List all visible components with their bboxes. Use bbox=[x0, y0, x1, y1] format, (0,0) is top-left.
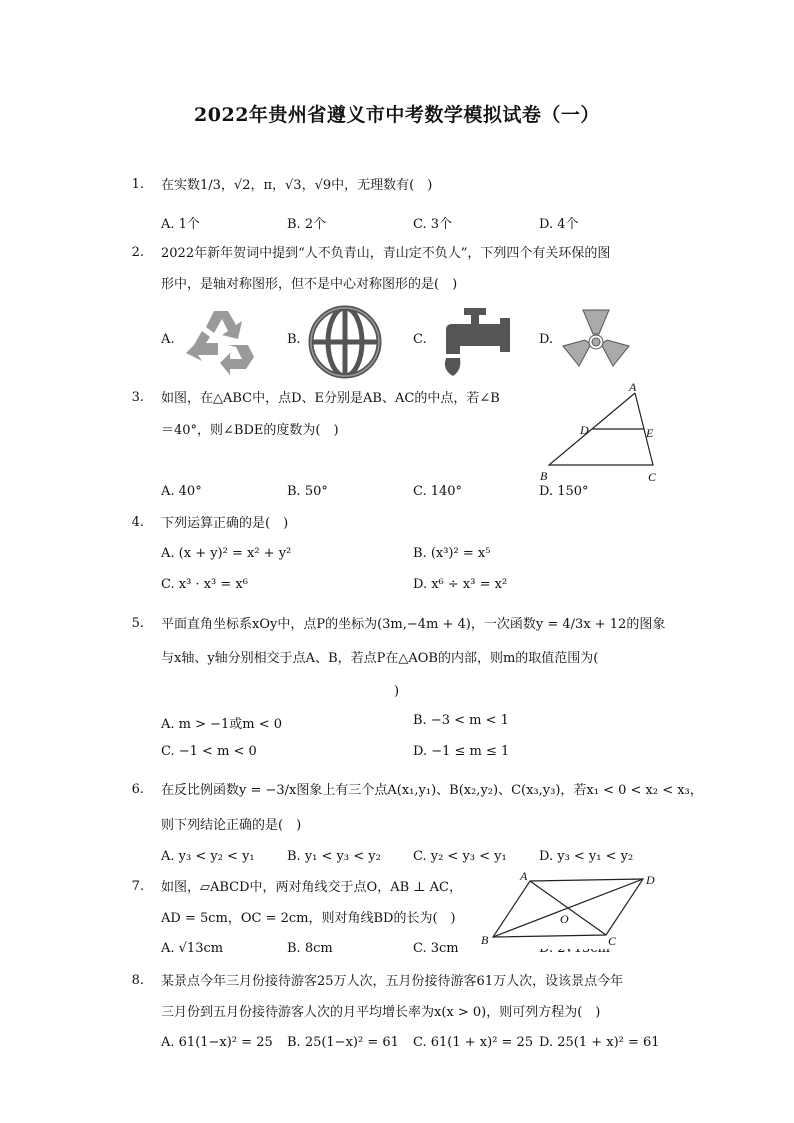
option-a[interactable]: A. y₃ < y₂ < y₁ bbox=[161, 849, 255, 864]
option-a[interactable]: A. (x + y)² = x² + y² bbox=[161, 546, 292, 561]
question-number: 6. bbox=[131, 782, 144, 797]
option-b[interactable]: B. 50° bbox=[287, 484, 328, 499]
option-d[interactable]: D. −1 ≤ m ≤ 1 bbox=[413, 744, 510, 759]
option-c[interactable]: C. 3cm bbox=[413, 941, 459, 956]
option-c[interactable]: C. −1 < m < 0 bbox=[161, 744, 257, 759]
question-stem: AD = 5cm，OC = 2cm，则对角线BD的长为( ) bbox=[161, 911, 456, 926]
question-stem: 平面直角坐标系xOy中，点P的坐标为(3m,−4m + 4)，一次函数y = 4/3x + 12的图象 bbox=[161, 617, 666, 632]
question-stem: 与x轴、y轴分别相交于点A、B，若点P在△AOB的内部，则m的取值范围为( bbox=[161, 651, 599, 666]
option-d[interactable]: D. 150° bbox=[539, 484, 589, 499]
question-stem: ＝40°，则∠BDE的度数为( ) bbox=[161, 423, 339, 438]
parallelogram-figure bbox=[476, 867, 666, 949]
option-b[interactable]: B. 8cm bbox=[287, 941, 333, 956]
page-title: 2022年贵州省遵义市中考数学模拟试卷（一） bbox=[194, 104, 600, 126]
option-a[interactable]: A. bbox=[161, 332, 175, 347]
label-a: A bbox=[520, 869, 528, 883]
option-b[interactable]: B. 2个 bbox=[287, 217, 327, 232]
question-number: 3. bbox=[131, 390, 144, 405]
triangle-figure bbox=[532, 383, 667, 485]
globe-icon bbox=[307, 304, 383, 380]
option-a[interactable]: A. 61(1−x)² = 25 bbox=[161, 1035, 273, 1050]
question-stem: 下列运算正确的是( ) bbox=[161, 516, 289, 531]
faucet-icon bbox=[436, 306, 512, 378]
radiation-icon bbox=[561, 306, 631, 372]
label-b: B bbox=[481, 933, 489, 947]
label-a: A bbox=[629, 383, 637, 394]
option-a[interactable]: A. √13cm bbox=[161, 941, 224, 956]
option-a[interactable]: A. m > −1或m < 0 bbox=[161, 717, 283, 732]
question-number: 2. bbox=[131, 245, 144, 260]
option-d[interactable]: D. 25(1 + x)² = 61 bbox=[539, 1035, 660, 1050]
recycle-icon bbox=[184, 305, 258, 377]
label-o: O bbox=[560, 912, 569, 926]
question-stem: 则下列结论正确的是( ) bbox=[161, 818, 302, 833]
option-c[interactable]: C. 3个 bbox=[413, 217, 453, 232]
question-number: 4. bbox=[131, 515, 144, 530]
question-number: 1. bbox=[131, 177, 144, 192]
option-b[interactable]: B. 25(1−x)² = 61 bbox=[287, 1035, 399, 1050]
question-stem: 如图，▱ABCD中，两对角线交于点O，AB ⊥ AC， bbox=[161, 880, 462, 895]
option-c[interactable]: C. bbox=[413, 332, 427, 347]
question-number: 5. bbox=[131, 616, 144, 631]
question-stem: 某景点今年三月份接待游客25万人次，五月份接待游客61万人次，设该景点今年 bbox=[161, 974, 624, 989]
option-d[interactable]: D. bbox=[539, 332, 554, 347]
label-d: D bbox=[646, 873, 655, 887]
question-stem: 在实数1/3，√2，π，√3，√9中，无理数有( ) bbox=[161, 178, 433, 193]
option-d[interactable]: D. 4个 bbox=[539, 217, 579, 232]
label-c: C bbox=[608, 934, 617, 948]
option-b[interactable]: B. bbox=[287, 332, 301, 347]
question-stem: ) bbox=[394, 684, 400, 699]
option-b[interactable]: B. −3 < m < 1 bbox=[413, 713, 509, 728]
label-d: D bbox=[580, 423, 589, 437]
label-e: E bbox=[646, 426, 654, 440]
option-a[interactable]: A. 1个 bbox=[161, 217, 200, 232]
question-stem: 如图，在△ABC中，点D、E分别是AB、AC的中点，若∠B bbox=[161, 391, 500, 406]
question-stem: 在反比例函数y = −3/x图象上有三个点A(x₁,y₁)、B(x₂,y₂)、C(x₃,y₃)，若x₁ < 0 < x₂ < x₃， bbox=[161, 783, 703, 798]
option-c[interactable]: C. 61(1 + x)² = 25 bbox=[413, 1035, 534, 1050]
question-stem: 三月份到五月份接待游客人次的月平均增长率为x(x > 0)，则可列方程为( ) bbox=[161, 1005, 601, 1020]
option-d[interactable]: D. y₃ < y₁ < y₂ bbox=[539, 849, 634, 864]
option-a[interactable]: A. 40° bbox=[161, 484, 202, 499]
question-stem: 2022年新年贺词中提到“人不负青山，青山定不负人”，下列四个有关环保的图 bbox=[161, 246, 611, 261]
question-number: 8. bbox=[131, 973, 144, 988]
option-c[interactable]: C. y₂ < y₃ < y₁ bbox=[413, 849, 507, 864]
option-b[interactable]: B. y₁ < y₃ < y₂ bbox=[287, 849, 381, 864]
option-b[interactable]: B. (x³)² = x⁵ bbox=[413, 546, 491, 561]
option-c[interactable]: C. x³ · x³ = x⁶ bbox=[161, 577, 248, 592]
question-stem: 形中，是轴对称图形，但不是中心对称图形的是( ) bbox=[161, 277, 458, 292]
option-d[interactable]: D. x⁶ ÷ x³ = x² bbox=[413, 577, 508, 592]
option-c[interactable]: C. 140° bbox=[413, 484, 463, 499]
label-b: B bbox=[540, 469, 548, 483]
question-number: 7. bbox=[131, 879, 144, 894]
label-c: C bbox=[648, 470, 657, 484]
